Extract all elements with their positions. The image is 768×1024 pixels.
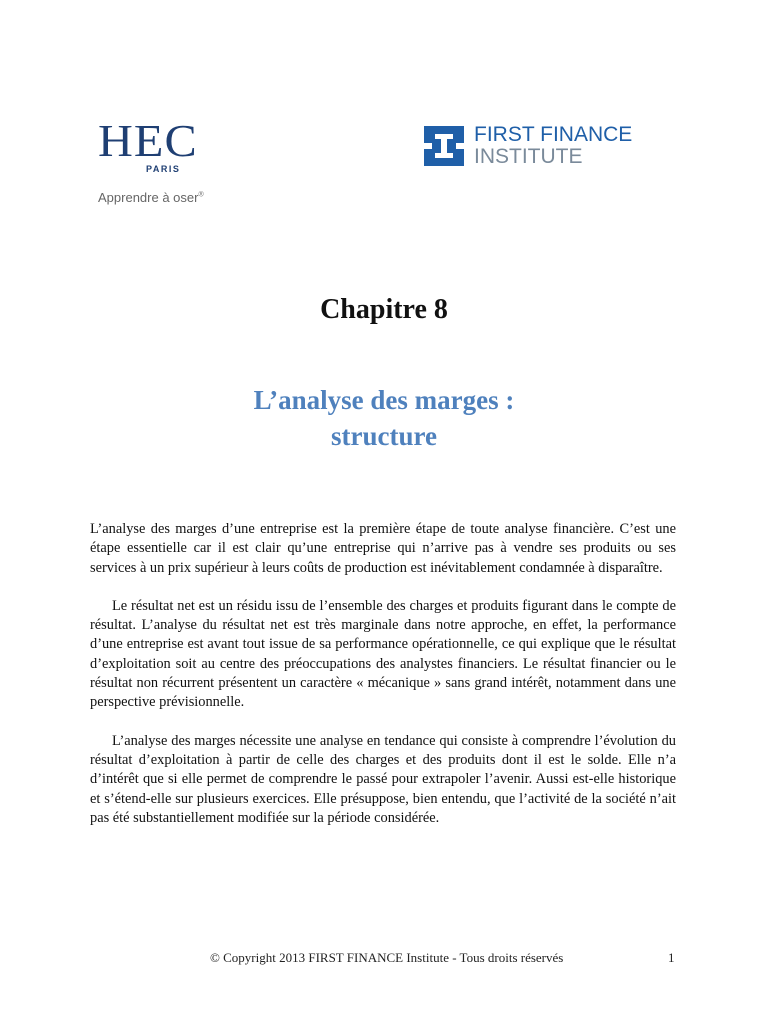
first-finance-institute-logo bbox=[424, 124, 674, 168]
hec-tagline bbox=[98, 190, 204, 205]
body-text bbox=[90, 520, 676, 847]
hec-tagline-text: Apprendre à oser bbox=[98, 190, 199, 205]
chapter-title-line2: structure bbox=[331, 421, 437, 451]
hec-logo-mark: HEC bbox=[98, 115, 198, 166]
paragraph-resultat-net: Le résultat net est un résidu issu de l’ensemble des charges et produits figurant dans le compte de résultat. L’analyse du résultat net est très marginale dans notre approche, en effet, la performance d’une entreprise est avant tout issue de sa performance opérationnelle, ce qui explique que le résultat d’exploitation soit au centre des préoccupations des analystes financiers. Le résultat financier ou le résultat non récurrent présentent un caractère « mécanique » sans grand intérêt, notamment dans une perspective prévisionnelle. bbox=[90, 597, 676, 711]
paragraph-intro: L’analyse des marges d’une entreprise est la première étape de toute analyse financière. C’est une étape essentielle car il est clair qu’une entreprise qui n’arrive pas à vendre ses produits ou ses services à un prix supérieur à leurs coûts de production est inévitablement condamnée à disparaître. bbox=[90, 521, 676, 576]
hec-paris-logo bbox=[98, 115, 248, 210]
chapter-heading: Chapitre 8 bbox=[320, 294, 448, 325]
chapter-title-line1: L’analyse des marges : bbox=[253, 385, 515, 415]
chapter-title bbox=[0, 382, 768, 454]
ffi-logo-icon bbox=[424, 126, 464, 166]
ffi-logo-line1: FIRST FINANCE bbox=[474, 123, 633, 146]
copyright-notice: © Copyright 2013 FIRST FINANCE Institute - Tous droits réservés bbox=[210, 950, 564, 965]
hec-logo-city: PARIS bbox=[146, 164, 181, 174]
page-number: 1 bbox=[668, 950, 675, 965]
registered-mark: ® bbox=[198, 191, 204, 199]
ffi-logo-line2: INSTITUTE bbox=[474, 145, 583, 168]
paragraph-analyse-tendance: L’analyse des marges nécessite une analyse en tendance qui consiste à comprendre l’évolution du résultat d’exploitation à partir de celle des charges et des produits dont il est le solde. Elle n’a d’intérêt que si elle permet de comprendre le passé pour extrapoler l’avenir. Aussi est-elle historique et s’étend-elle sur plusieurs exercices. Elle présuppose, bien entendu, que l’activité de la société n’ait pas été substantiellement modifiée sur la période considérée. bbox=[90, 732, 676, 826]
